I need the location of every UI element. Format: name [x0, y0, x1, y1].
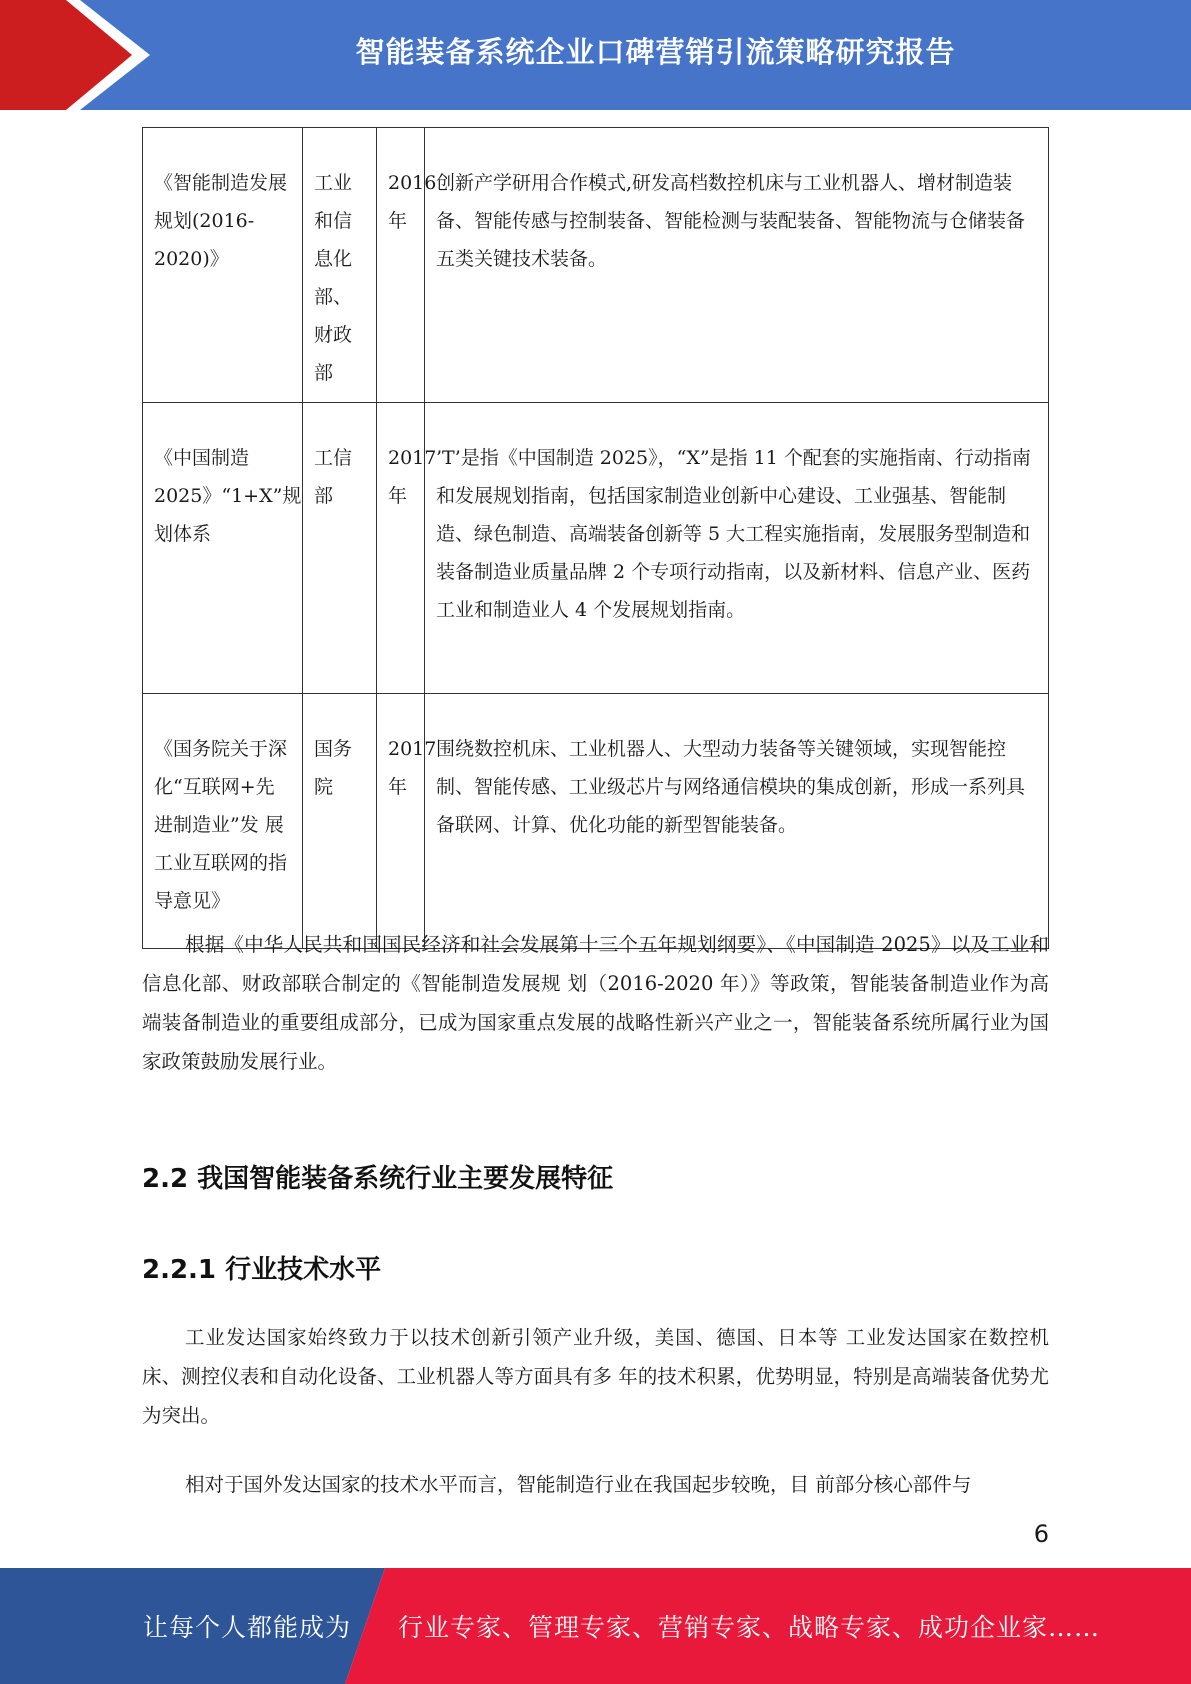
- year-cell: 2017年: [377, 694, 425, 949]
- issuer-cell: 工业和信 息化部、财政部: [303, 128, 377, 403]
- subsection-heading: 2.2.1 行业技术水平: [142, 1255, 382, 1285]
- content-cell: 创新产学研用合作模式,研发高档数控机床与工业机器人、增材制造装备、智能传感与控制装备、智能检测与装配装备、智能物流与仓储装备五类关键技术装备。: [425, 128, 1049, 403]
- content-cell: ’T’是指《中国制造 2025》，“X”是指 11 个配套的实施指南、行动指南和发展规划指南，包括国家制造业创新中心建设、工业强基、智能制造、绿色制造、高端装备创新等 5 大工程实施指南，发展服务型制造和装备制造业质量品牌 2 个专项行动指南，以及新材料、信息产业、医药工业和制造业人 4 个发展规划指南。: [425, 403, 1049, 694]
- footer-banner: [0, 1568, 1191, 1684]
- policy-name-cell: 《中国制造2025》“1+X”规划体系: [143, 403, 303, 694]
- page-number: 6: [1033, 1520, 1049, 1548]
- body-paragraph: 根据《中华人民共和国国民经济和社会发展第十三个五年规划纲要》、《中国制造 2025》以及工业和信息化部、财政部联合制定的《智能制造发展规 划（2016-2020 年）》等政策，智能装备制造业作为高端装备制造业的重要组成部分，已成为国家重点发展的战略性新兴产业之一，智能装备系统所属行业为国家政策鼓励发展行业。: [142, 933, 1049, 1073]
- header-banner: [0, 0, 1191, 110]
- policy-table: [142, 127, 1049, 949]
- issuer-cell: 工信部: [303, 403, 377, 694]
- footer-slogan-right: 行业专家、管理专家、营销专家、战略专家、成功企业家……: [398, 1613, 1101, 1642]
- policy-name-cell: 《智能制造发展规划(2016-2020)》: [143, 128, 303, 403]
- table-row: [143, 128, 1049, 403]
- footer-slogan-left: 让每个人都能成为: [143, 1613, 352, 1642]
- report-title: 智能装备系统企业口碑营销引流策略研究报告: [355, 34, 956, 69]
- table-row: [143, 403, 1049, 694]
- policy-name-cell: 《国务院关于深化“互联网+先进制造业”发 展工业互联网的指导意见》: [143, 694, 303, 949]
- content-cell: 围绕数控机床、工业机器人、大型动力装备等关键领域，实现智能控制、智能传感、工业级芯片与网络通信模块的集成创新，形成一系列具备联网、计算、优化功能的新型智能装备。: [425, 694, 1049, 949]
- issuer-cell: 国务院: [303, 694, 377, 949]
- year-cell: 2016年: [377, 128, 425, 403]
- table-row: [143, 694, 1049, 949]
- year-cell: 2017年: [377, 403, 425, 694]
- section-heading: 2.2 我国智能装备系统行业主要发展特征: [142, 1164, 614, 1194]
- body-paragraph: 相对于国外发达国家的技术水平而言，智能制造行业在我国起步较晚，目 前部分核心部件与: [185, 1473, 972, 1496]
- body-paragraph: 工业发达国家始终致力于以技术创新引领产业升级，美国、德国、日本等 工业发达国家在数控机床、测控仪表和自动化设备、工业机器人等方面具有多 年的技术积累，优势明显，特别是高端装备优势尤为突出。: [142, 1326, 1049, 1427]
